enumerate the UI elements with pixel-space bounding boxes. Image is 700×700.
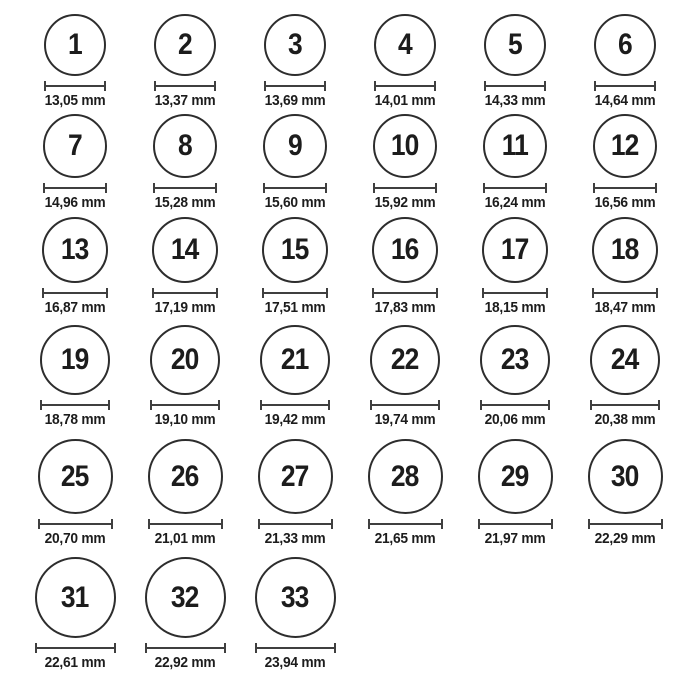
diameter-ruler-icon [35, 643, 116, 653]
ring-size-item [152, 14, 218, 110]
diameter-label: 19,10 mm [154, 411, 216, 428]
ring-size-item [370, 325, 440, 429]
ring-size-item [592, 217, 658, 317]
ring-size-number: 27 [281, 459, 309, 493]
ring-size-item [42, 114, 108, 212]
ring-size-item [42, 217, 108, 317]
diameter-label: 14,01 mm [374, 92, 436, 109]
ring-size-item [482, 114, 548, 212]
ring-size-number: 22 [391, 343, 419, 376]
ring-circle [44, 14, 106, 76]
diameter-label: 18,47 mm [594, 299, 656, 316]
ring-size-number: 18 [611, 233, 639, 266]
ring-size-number: 4 [398, 28, 412, 61]
diameter-ruler-icon [483, 183, 547, 193]
ring-size-item [38, 439, 113, 548]
diameter-ruler-icon [478, 519, 553, 529]
diameter-label: 20,38 mm [594, 411, 656, 428]
ring-size-item [40, 325, 110, 429]
diameter-label: 20,06 mm [484, 411, 546, 428]
diameter-ruler-icon [484, 81, 546, 91]
ring-circle [593, 114, 657, 178]
ring-size-number: 20 [171, 343, 199, 376]
ring-size-item [35, 557, 116, 672]
diameter-ruler-icon [370, 400, 440, 410]
diameter-ruler-icon [258, 519, 333, 529]
ring-size-item [588, 439, 663, 548]
diameter-ruler-icon [592, 288, 658, 298]
ring-circle [592, 217, 658, 283]
ring-size-item [368, 439, 443, 548]
ring-size-number: 5 [508, 28, 522, 61]
diameter-ruler-icon [44, 81, 106, 91]
diameter-ruler-icon [588, 519, 663, 529]
ring-size-item [145, 557, 226, 672]
ring-circle [374, 14, 436, 76]
diameter-label: 15,92 mm [374, 194, 436, 211]
diameter-ruler-icon [593, 183, 657, 193]
ring-size-number: 25 [61, 459, 89, 493]
ring-size-item [478, 439, 553, 548]
diameter-ruler-icon [590, 400, 660, 410]
ring-size-number: 16 [391, 233, 419, 266]
diameter-ruler-icon [262, 288, 328, 298]
ring-circle [255, 557, 336, 638]
diameter-label: 13,69 mm [264, 92, 326, 109]
ring-circle [43, 114, 107, 178]
ring-circle [150, 325, 220, 395]
ring-size-item [592, 114, 658, 212]
ring-circle [264, 14, 326, 76]
ring-circle [263, 114, 327, 178]
ring-size-item [592, 14, 658, 110]
ring-size-number: 29 [501, 459, 529, 493]
diameter-ruler-icon [43, 183, 107, 193]
ring-size-number: 14 [171, 233, 199, 266]
ring-size-item [152, 114, 218, 212]
ring-size-number: 19 [61, 343, 89, 376]
ring-circle [154, 14, 216, 76]
ring-size-number: 30 [611, 459, 639, 493]
ring-circle [153, 114, 217, 178]
diameter-label: 17,51 mm [264, 299, 326, 316]
diameter-ruler-icon [38, 519, 113, 529]
ring-size-item [372, 217, 438, 317]
diameter-label: 15,60 mm [264, 194, 326, 211]
ring-circle [148, 439, 223, 514]
diameter-label: 13,05 mm [44, 92, 106, 109]
ring-size-number: 13 [61, 233, 89, 266]
ring-circle [590, 325, 660, 395]
ring-circle [482, 217, 548, 283]
ring-size-number: 3 [288, 28, 302, 61]
ring-size-item [482, 217, 548, 317]
ring-circle [152, 217, 218, 283]
diameter-ruler-icon [594, 81, 656, 91]
ring-circle [372, 217, 438, 283]
ring-size-item [262, 114, 328, 212]
diameter-label: 13,37 mm [154, 92, 216, 109]
diameter-ruler-icon [263, 183, 327, 193]
ring-size-item [262, 217, 328, 317]
ring-circle [373, 114, 437, 178]
ring-circle [145, 557, 226, 638]
diameter-label: 14,33 mm [484, 92, 546, 109]
ring-size-number: 28 [391, 459, 419, 493]
ring-circle [480, 325, 550, 395]
diameter-ruler-icon [480, 400, 550, 410]
ring-size-number: 1 [68, 28, 82, 61]
diameter-label: 21,01 mm [154, 530, 216, 547]
ring-size-item [372, 14, 438, 110]
ring-size-item [590, 325, 660, 429]
diameter-ruler-icon [42, 288, 108, 298]
diameter-ruler-icon [255, 643, 336, 653]
diameter-label: 17,19 mm [154, 299, 216, 316]
diameter-ruler-icon [373, 183, 437, 193]
ring-size-number: 33 [281, 580, 309, 614]
diameter-label: 16,56 mm [594, 194, 656, 211]
diameter-label: 18,78 mm [44, 411, 106, 428]
ring-size-number: 26 [171, 459, 199, 493]
diameter-ruler-icon [372, 288, 438, 298]
diameter-label: 14,96 mm [44, 194, 106, 211]
ring-circle [594, 14, 656, 76]
diameter-label: 14,64 mm [594, 92, 656, 109]
ring-size-item [42, 14, 108, 110]
diameter-label: 23,94 mm [264, 654, 326, 671]
diameter-label: 19,74 mm [374, 411, 436, 428]
ring-size-item [148, 439, 223, 548]
ring-size-number: 17 [501, 233, 529, 266]
diameter-ruler-icon [152, 288, 218, 298]
ring-size-number: 2 [178, 28, 192, 61]
diameter-label: 20,70 mm [44, 530, 106, 547]
ring-circle [483, 114, 547, 178]
ring-size-item [255, 557, 336, 672]
ring-circle [478, 439, 553, 514]
ring-size-item [372, 114, 438, 212]
ring-size-item [258, 439, 333, 548]
diameter-label: 15,28 mm [154, 194, 216, 211]
ring-size-item [260, 325, 330, 429]
ring-size-number: 9 [288, 129, 302, 162]
ring-circle [262, 217, 328, 283]
diameter-label: 16,87 mm [44, 299, 106, 316]
ring-size-number: 24 [611, 343, 639, 376]
diameter-label: 17,83 mm [374, 299, 436, 316]
ring-size-number: 11 [501, 129, 529, 162]
diameter-label: 16,24 mm [484, 194, 546, 211]
ring-size-number: 10 [391, 129, 419, 162]
ring-size-item [150, 325, 220, 429]
ring-size-item [262, 14, 328, 110]
ring-size-number: 15 [281, 233, 309, 266]
ring-circle [368, 439, 443, 514]
diameter-ruler-icon [154, 81, 216, 91]
ring-size-item [482, 14, 548, 110]
ring-size-number: 8 [178, 129, 192, 162]
ring-circle [42, 217, 108, 283]
diameter-label: 22,29 mm [594, 530, 656, 547]
diameter-label: 22,61 mm [44, 654, 106, 671]
diameter-ruler-icon [482, 288, 548, 298]
diameter-ruler-icon [150, 400, 220, 410]
ring-size-number: 12 [611, 129, 639, 162]
diameter-ruler-icon [368, 519, 443, 529]
ring-circle [35, 557, 116, 638]
diameter-label: 22,92 mm [154, 654, 216, 671]
diameter-label: 21,97 mm [484, 530, 546, 547]
diameter-ruler-icon [145, 643, 226, 653]
diameter-ruler-icon [153, 183, 217, 193]
ring-size-number: 7 [68, 129, 82, 162]
ring-size-number: 23 [501, 343, 529, 376]
diameter-ruler-icon [264, 81, 326, 91]
ring-circle [38, 439, 113, 514]
ring-circle [370, 325, 440, 395]
ring-size-item [480, 325, 550, 429]
ring-circle [484, 14, 546, 76]
diameter-label: 21,65 mm [374, 530, 436, 547]
ring-circle [40, 325, 110, 395]
diameter-ruler-icon [374, 81, 436, 91]
ring-size-number: 21 [281, 343, 309, 376]
diameter-ruler-icon [148, 519, 223, 529]
diameter-label: 18,15 mm [484, 299, 546, 316]
ring-circle [258, 439, 333, 514]
ring-circle [588, 439, 663, 514]
ring-size-number: 6 [618, 28, 632, 61]
ring-size-item [152, 217, 218, 317]
diameter-label: 21,33 mm [264, 530, 326, 547]
ring-size-number: 31 [61, 580, 89, 614]
ring-circle [260, 325, 330, 395]
diameter-label: 19,42 mm [264, 411, 326, 428]
diameter-ruler-icon [40, 400, 110, 410]
diameter-ruler-icon [260, 400, 330, 410]
ring-size-number: 32 [171, 580, 199, 614]
